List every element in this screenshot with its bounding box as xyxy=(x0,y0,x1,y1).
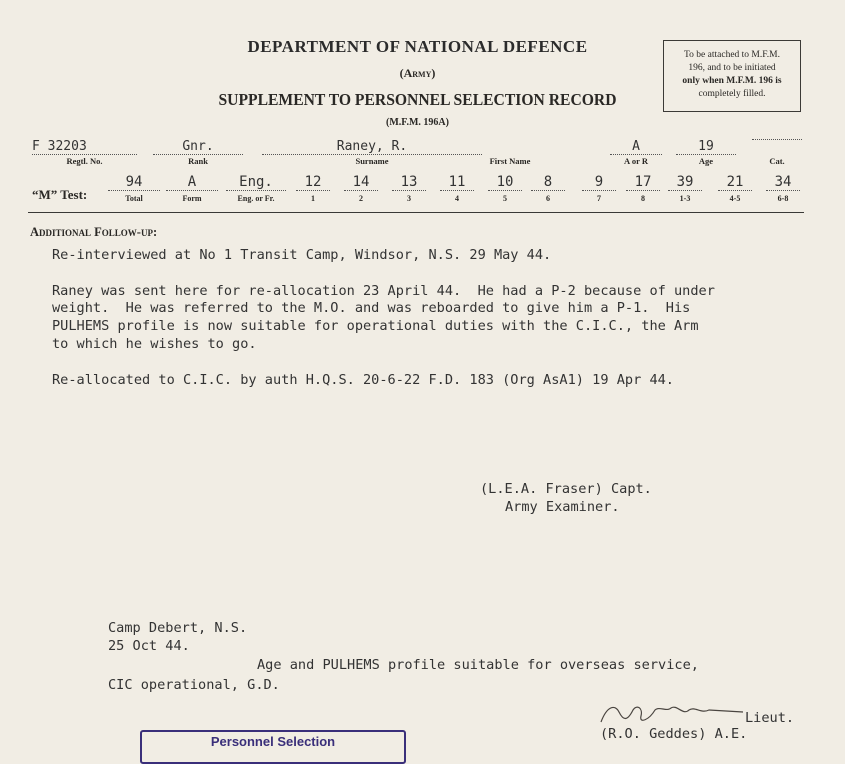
m-test-total-value: 94 xyxy=(108,174,160,191)
note-line: only when M.F.M. 196 is xyxy=(682,76,782,86)
entry-date: 25 Oct 44. xyxy=(108,638,190,654)
officer-rank: Lieut. xyxy=(745,710,795,726)
m-test-sub-8-value: 17 xyxy=(626,174,660,191)
regimental-number-caption: Regtl. No. xyxy=(66,156,103,166)
m-test-sum-4-5-value: 21 xyxy=(718,174,752,191)
m-test-sub-5-value: 10 xyxy=(488,174,522,191)
followup-heading: Additional Follow-up: xyxy=(30,225,158,239)
entry-place: Camp Debert, N.S. xyxy=(108,620,248,636)
surname-caption: Surname xyxy=(355,156,389,166)
examiner-title: Army Examiner. xyxy=(505,499,620,515)
surname-value: Raney, R. xyxy=(262,139,482,155)
m-test-sub-4-caption: 4 xyxy=(455,194,459,203)
note-line: completely filled. xyxy=(698,89,766,99)
m-test-sum-1-3-value: 39 xyxy=(668,174,702,191)
age-caption: Age xyxy=(698,156,714,166)
m-test-sub-2-value: 14 xyxy=(344,174,378,191)
m-test-label: “M” Test: xyxy=(32,187,88,202)
m-test-sub-5-caption: 5 xyxy=(503,194,507,203)
followup-line: Re-allocated to C.I.C. by auth H.Q.S. 20-6-22 F.D. 183 (Org AsA1) 19 Apr 44. xyxy=(52,372,674,388)
m-test-language-value: Eng. xyxy=(226,174,286,191)
m-test-sub-3-caption: 3 xyxy=(407,194,411,203)
age-value: 19 xyxy=(676,139,736,155)
handwritten-signature xyxy=(597,702,747,726)
category-caption: Cat. xyxy=(769,156,785,166)
entry-remark-line: CIC operational, G.D. xyxy=(108,677,280,693)
officer-name: (R.O. Geddes) A.E. xyxy=(600,726,748,742)
followup-line: weight. He was referred to the M.O. and was reboarded to give him a P-1. His xyxy=(52,300,691,316)
m-test-total-caption: Total xyxy=(125,194,143,203)
attachment-note-box xyxy=(663,40,801,112)
m-test-sub-6-value: 8 xyxy=(531,174,565,191)
rank-caption: Rank xyxy=(188,156,208,166)
m-test-language-caption: Eng. or Fr. xyxy=(237,194,275,203)
form-code: (M.F.M. 196A) xyxy=(386,117,449,128)
followup-line: Re-interviewed at No 1 Transit Camp, Windsor, N.S. 29 May 44. xyxy=(52,247,552,263)
m-test-sub-3-value: 13 xyxy=(392,174,426,191)
m-test-sub-8-caption: 8 xyxy=(641,194,645,203)
m-test-sub-2-caption: 2 xyxy=(359,194,363,203)
first-name-caption: First Name xyxy=(489,156,531,166)
personnel-selection-stamp: Personnel Selection xyxy=(140,730,406,764)
entry-remark-line: Age and PULHEMS profile suitable for overseas service, xyxy=(257,657,699,673)
m-test-form-caption: Form xyxy=(182,194,202,203)
m-test-sum-4-5-caption: 4-5 xyxy=(729,194,741,203)
department-heading: DEPARTMENT OF NATIONAL DEFENCE xyxy=(247,37,588,56)
m-test-sub-1-caption: 1 xyxy=(311,194,315,203)
m-test-sub-1-value: 12 xyxy=(296,174,330,191)
rank-value: Gnr. xyxy=(153,139,243,155)
m-test-sub-7-caption: 7 xyxy=(597,194,601,203)
followup-line: to which he wishes to go. xyxy=(52,336,257,352)
followup-line: PULHEMS profile is now suitable for operational duties with the C.I.C., the Arm xyxy=(52,318,699,334)
m-test-sum-1-3-caption: 1-3 xyxy=(679,194,691,203)
note-line: To be attached to M.F.M. xyxy=(684,50,780,60)
m-test-sub-6-caption: 6 xyxy=(546,194,550,203)
form-title: SUPPLEMENT TO PERSONNEL SELECTION RECORD xyxy=(218,90,617,109)
m-test-sub-7-value: 9 xyxy=(582,174,616,191)
a-or-r-value: A xyxy=(610,139,662,155)
examiner-name: (L.E.A. Fraser) Capt. xyxy=(480,481,652,497)
m-test-sub-4-value: 11 xyxy=(440,174,474,191)
m-test-sum-6-8-caption: 6-8 xyxy=(777,194,789,203)
category-value xyxy=(752,139,802,140)
m-test-form-value: A xyxy=(166,174,218,191)
a-or-r-caption: A or R xyxy=(624,156,648,166)
note-line: 196, and to be initiated xyxy=(688,63,776,73)
service-subheading: (Army) xyxy=(399,66,436,80)
regimental-number-value: F 32203 xyxy=(32,139,137,155)
m-test-sum-6-8-value: 34 xyxy=(766,174,800,191)
section-divider xyxy=(28,212,804,213)
followup-line: Raney was sent here for re-allocation 23 April 44. He had a P-2 because of under xyxy=(52,283,715,299)
